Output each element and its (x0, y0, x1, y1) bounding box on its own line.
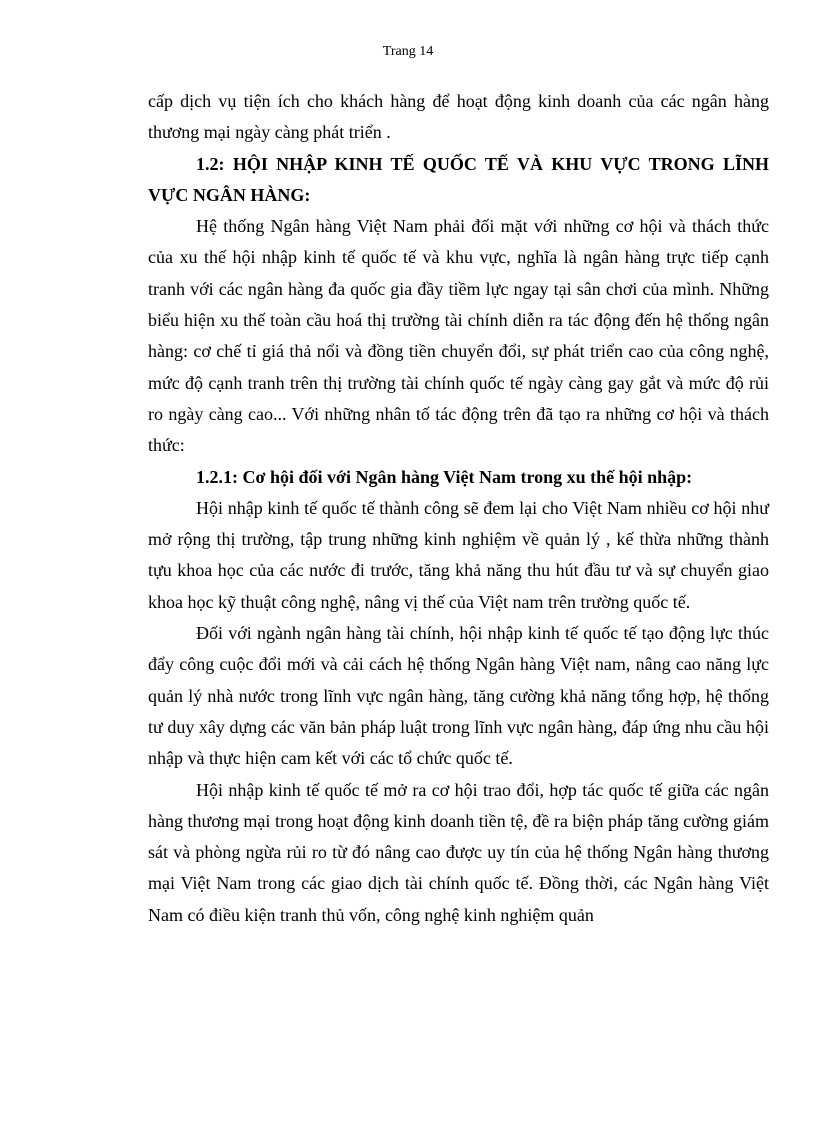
paragraph-continuation: cấp dịch vụ tiện ích cho khách hàng để hoạt động kinh doanh của các ngân hàng thương mại ngày càng phát triển . (148, 91, 769, 143)
document-body (148, 86, 769, 931)
paragraph-cooperation: Hội nhập kinh tế quốc tế mở ra cơ hội trao đổi, hợp tác quốc tế giữa các ngân hàng thương mại trong hoạt động kinh doanh tiền tệ, đề ra biện pháp tăng cường giám sát và phòng ngừa rủi ro từ đó nâng cao được uy tín của hệ thống Ngân hàng thương mại Việt Nam trong các giao dịch tài chính quốc tế. Đồng thời, các Ngân hàng Việt Nam có điều kiện tranh thủ vốn, công nghệ kinh nghiệm quản (148, 779, 769, 925)
paragraph-intro: Hệ thống Ngân hàng Việt Nam phải đối mặt với những cơ hội và thách thức của xu thế hội nhập kinh tế quốc tế và khu vực, nghĩa là ngân hàng trực tiếp cạnh tranh với các ngân hàng đa quốc gia đầy tiềm lực ngay tại sân chơi của mình. Những biểu hiện xu thế toàn cầu hoá thị trường tài chính diễn ra tác động đến hệ thống ngân hàng: cơ chế tỉ giá thả nổi và đồng tiền chuyển đổi, sự phát triển cao của công nghệ, mức độ cạnh tranh trên thị trường tài chính quốc tế ngày càng gay gắt và mức độ rủi ro ngày càng cao... Với những nhân tố tác động trên đã tạo ra những cơ hội và thách thức: (148, 216, 769, 456)
section-heading-1-2-1: 1.2.1: Cơ hội đối với Ngân hàng Việt Nam trong xu thế hội nhập: (196, 466, 693, 487)
page-number-header: Trang 14 (382, 44, 434, 59)
paragraph-banking-sector: Đối với ngành ngân hàng tài chính, hội nhập kinh tế quốc tế tạo động lực thúc đẩy công cuộc đổi mới và cải cách hệ thống Ngân hàng Việt nam, nâng cao năng lực quản lý nhà nước trong lĩnh vực ngân hàng, tăng cường khả năng tổng hợp, hệ thống tư duy xây dựng các văn bản pháp luật trong lĩnh vực ngân hàng, đáp ứng nhu cầu hội nhập và thực hiện cam kết với các tổ chức quốc tế. (148, 623, 769, 769)
paragraph-opportunities: Hội nhập kinh tế quốc tế thành công sẽ đem lại cho Việt Nam nhiều cơ hội như mở rộng thị trường, tập trung những kinh nghiệm về quản lý , kế thừa những thành tựu khoa học của các nước đi trước, tăng khả năng thu hút đầu tư và sự chuyển giao khoa học kỹ thuật công nghệ, nâng vị thế của Việt nam trên trường quốc tế. (148, 497, 769, 612)
section-heading-1-2: 1.2: HỘI NHẬP KINH TẾ QUỐC TẾ VÀ KHU VỰC TRONG LĨNH VỰC NGÂN HÀNG: (148, 153, 769, 205)
